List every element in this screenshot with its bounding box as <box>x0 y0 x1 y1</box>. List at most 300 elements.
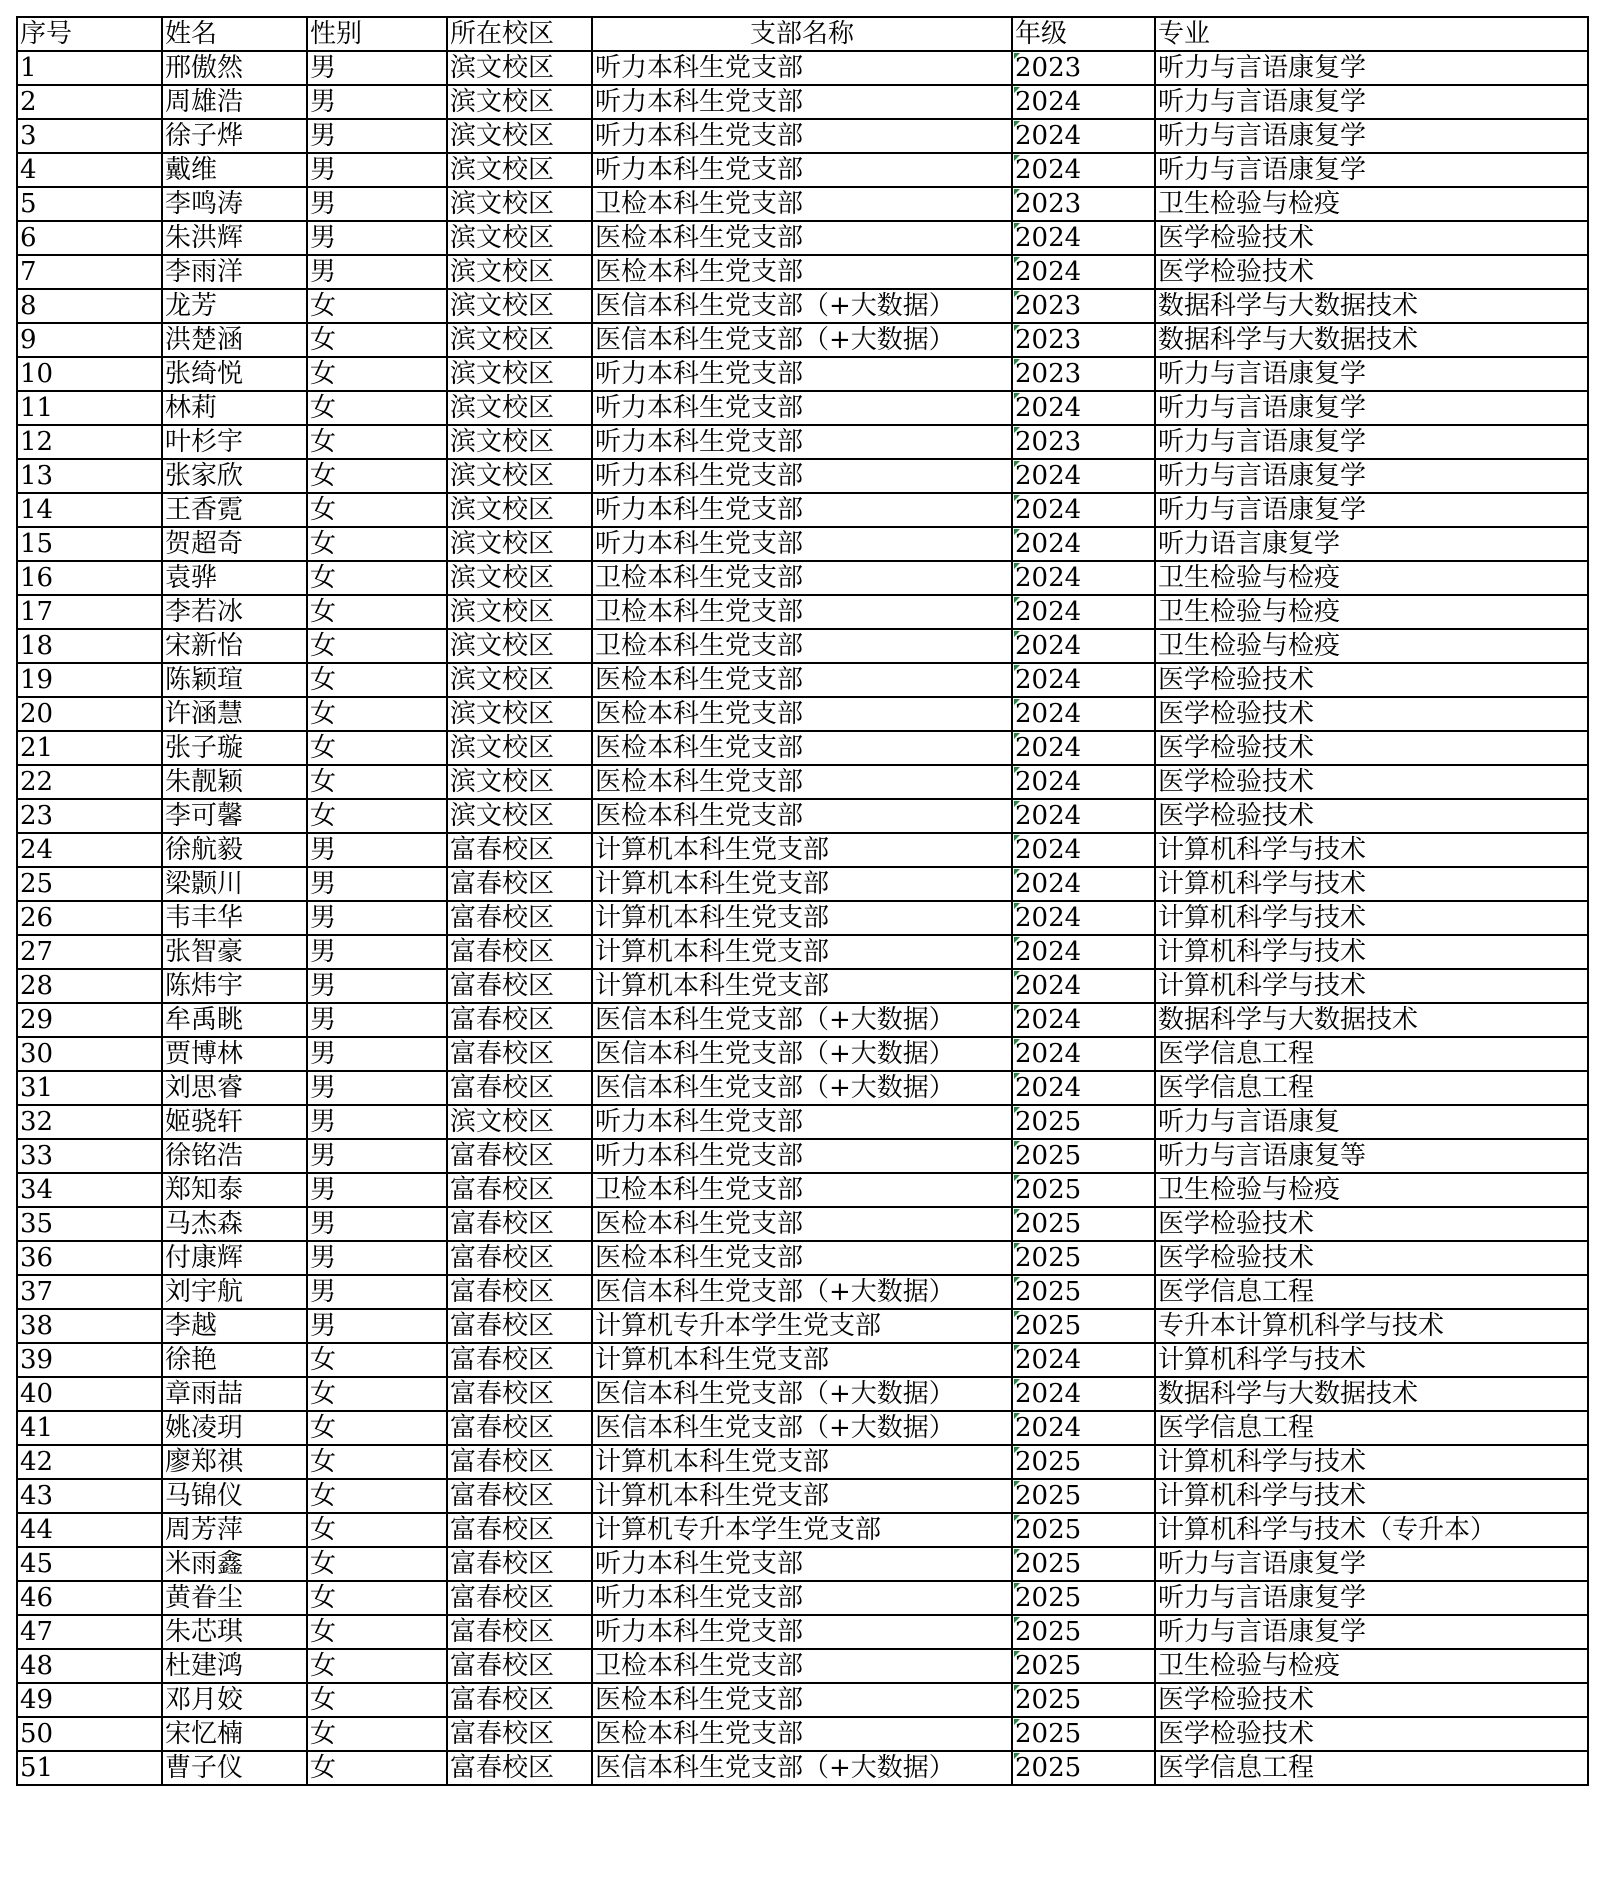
cell-index: 27 <box>17 935 162 969</box>
table-row <box>17 1615 1588 1649</box>
table-row <box>17 527 1588 561</box>
cell-name: 韦丰华 <box>162 901 307 935</box>
cell-campus: 滨文校区 <box>447 663 592 697</box>
cell-index: 37 <box>17 1275 162 1309</box>
table-row <box>17 1105 1588 1139</box>
cell-major: 医学检验技术 <box>1155 697 1588 731</box>
cell-campus: 滨文校区 <box>447 561 592 595</box>
cell-major: 听力与言语康复学 <box>1155 51 1588 85</box>
table-row <box>17 85 1588 119</box>
cell-major: 听力与言语康复学 <box>1155 493 1588 527</box>
cell-index: 39 <box>17 1343 162 1377</box>
cell-grade: 2025 <box>1012 1445 1155 1479</box>
cell-grade: 2023 <box>1012 289 1155 323</box>
cell-major: 医学检验技术 <box>1155 1207 1588 1241</box>
cell-index: 48 <box>17 1649 162 1683</box>
cell-name: 廖郑祺 <box>162 1445 307 1479</box>
cell-index: 11 <box>17 391 162 425</box>
cell-grade: 2023 <box>1012 323 1155 357</box>
cell-name: 张智豪 <box>162 935 307 969</box>
cell-name: 许涵慧 <box>162 697 307 731</box>
cell-index: 21 <box>17 731 162 765</box>
cell-branch: 卫检本科生党支部 <box>592 187 1012 221</box>
cell-name: 姬骁轩 <box>162 1105 307 1139</box>
cell-index: 26 <box>17 901 162 935</box>
cell-campus: 滨文校区 <box>447 255 592 289</box>
cell-major: 计算机科学与技术 <box>1155 969 1588 1003</box>
cell-branch: 听力本科生党支部 <box>592 1615 1012 1649</box>
cell-gender: 男 <box>307 1071 447 1105</box>
cell-branch: 医信本科生党支部（+大数据） <box>592 1003 1012 1037</box>
cell-major: 数据科学与大数据技术 <box>1155 323 1588 357</box>
cell-grade: 2023 <box>1012 51 1155 85</box>
cell-campus: 富春校区 <box>447 901 592 935</box>
cell-campus: 富春校区 <box>447 969 592 1003</box>
cell-gender: 女 <box>307 1683 447 1717</box>
cell-gender: 男 <box>307 1241 447 1275</box>
table-row <box>17 425 1588 459</box>
table-row <box>17 1581 1588 1615</box>
cell-campus: 滨文校区 <box>447 629 592 663</box>
table-row <box>17 935 1588 969</box>
cell-index: 3 <box>17 119 162 153</box>
cell-major: 医学信息工程 <box>1155 1751 1588 1785</box>
cell-gender: 女 <box>307 1649 447 1683</box>
cell-grade: 2025 <box>1012 1547 1155 1581</box>
cell-campus: 滨文校区 <box>447 153 592 187</box>
cell-major: 计算机科学与技术 <box>1155 901 1588 935</box>
cell-branch: 医检本科生党支部 <box>592 1241 1012 1275</box>
cell-branch: 计算机本科生党支部 <box>592 1445 1012 1479</box>
cell-grade: 2024 <box>1012 1377 1155 1411</box>
table-row <box>17 1343 1588 1377</box>
cell-branch: 医检本科生党支部 <box>592 221 1012 255</box>
cell-branch: 医信本科生党支部（+大数据） <box>592 1411 1012 1445</box>
cell-gender: 女 <box>307 765 447 799</box>
cell-index: 12 <box>17 425 162 459</box>
cell-campus: 滨文校区 <box>447 187 592 221</box>
cell-branch: 卫检本科生党支部 <box>592 595 1012 629</box>
cell-grade: 2024 <box>1012 935 1155 969</box>
cell-campus: 富春校区 <box>447 1173 592 1207</box>
cell-index: 45 <box>17 1547 162 1581</box>
cell-campus: 富春校区 <box>447 833 592 867</box>
cell-campus: 富春校区 <box>447 1207 592 1241</box>
cell-name: 郑知泰 <box>162 1173 307 1207</box>
cell-branch: 医检本科生党支部 <box>592 1717 1012 1751</box>
cell-gender: 男 <box>307 1275 447 1309</box>
cell-index: 42 <box>17 1445 162 1479</box>
cell-major: 医学信息工程 <box>1155 1071 1588 1105</box>
cell-branch: 听力本科生党支部 <box>592 391 1012 425</box>
cell-index: 24 <box>17 833 162 867</box>
cell-name: 张家欣 <box>162 459 307 493</box>
cell-index: 1 <box>17 51 162 85</box>
table-row <box>17 51 1588 85</box>
cell-grade: 2024 <box>1012 629 1155 663</box>
cell-campus: 富春校区 <box>447 1649 592 1683</box>
cell-major: 听力语言康复学 <box>1155 527 1588 561</box>
cell-campus: 滨文校区 <box>447 221 592 255</box>
cell-index: 29 <box>17 1003 162 1037</box>
cell-name: 徐子烨 <box>162 119 307 153</box>
cell-gender: 女 <box>307 459 447 493</box>
table-row <box>17 1275 1588 1309</box>
cell-campus: 富春校区 <box>447 1343 592 1377</box>
cell-index: 31 <box>17 1071 162 1105</box>
cell-index: 51 <box>17 1751 162 1785</box>
cell-campus: 滨文校区 <box>447 799 592 833</box>
cell-branch: 计算机本科生党支部 <box>592 833 1012 867</box>
cell-grade: 2024 <box>1012 391 1155 425</box>
cell-index: 6 <box>17 221 162 255</box>
cell-major: 听力与言语康复学 <box>1155 153 1588 187</box>
cell-branch: 计算机本科生党支部 <box>592 935 1012 969</box>
cell-major: 计算机科学与技术 <box>1155 1479 1588 1513</box>
table-row <box>17 1139 1588 1173</box>
cell-name: 邓月姣 <box>162 1683 307 1717</box>
cell-gender: 男 <box>307 119 447 153</box>
cell-gender: 女 <box>307 357 447 391</box>
cell-branch: 医信本科生党支部（+大数据） <box>592 1275 1012 1309</box>
cell-major: 计算机科学与技术（专升本） <box>1155 1513 1588 1547</box>
cell-name: 李若冰 <box>162 595 307 629</box>
cell-grade: 2024 <box>1012 459 1155 493</box>
cell-grade: 2025 <box>1012 1683 1155 1717</box>
cell-gender: 男 <box>307 1003 447 1037</box>
cell-index: 33 <box>17 1139 162 1173</box>
header-gender: 性别 <box>307 17 447 51</box>
cell-name: 李可馨 <box>162 799 307 833</box>
cell-campus: 滨文校区 <box>447 391 592 425</box>
cell-campus: 富春校区 <box>447 1139 592 1173</box>
cell-campus: 富春校区 <box>447 1377 592 1411</box>
cell-gender: 女 <box>307 1445 447 1479</box>
cell-branch: 医检本科生党支部 <box>592 1683 1012 1717</box>
table-row <box>17 765 1588 799</box>
cell-major: 听力与言语康复学 <box>1155 1581 1588 1615</box>
cell-index: 17 <box>17 595 162 629</box>
cell-major: 听力与言语康复学 <box>1155 119 1588 153</box>
cell-campus: 富春校区 <box>447 867 592 901</box>
cell-branch: 听力本科生党支部 <box>592 1105 1012 1139</box>
table-body <box>17 51 1588 1785</box>
cell-campus: 富春校区 <box>447 1751 592 1785</box>
cell-index: 44 <box>17 1513 162 1547</box>
table-row <box>17 1241 1588 1275</box>
table-row <box>17 629 1588 663</box>
cell-name: 徐航毅 <box>162 833 307 867</box>
cell-campus: 富春校区 <box>447 1309 592 1343</box>
cell-gender: 男 <box>307 1037 447 1071</box>
cell-gender: 男 <box>307 1139 447 1173</box>
cell-index: 46 <box>17 1581 162 1615</box>
cell-gender: 女 <box>307 323 447 357</box>
cell-grade: 2024 <box>1012 799 1155 833</box>
cell-grade: 2025 <box>1012 1139 1155 1173</box>
cell-branch: 卫检本科生党支部 <box>592 1649 1012 1683</box>
cell-grade: 2024 <box>1012 493 1155 527</box>
table-row <box>17 1547 1588 1581</box>
cell-branch: 计算机本科生党支部 <box>592 1479 1012 1513</box>
cell-major: 医学检验技术 <box>1155 221 1588 255</box>
cell-gender: 男 <box>307 51 447 85</box>
cell-grade: 2025 <box>1012 1309 1155 1343</box>
cell-grade: 2024 <box>1012 1037 1155 1071</box>
cell-name: 张子璇 <box>162 731 307 765</box>
cell-gender: 女 <box>307 1717 447 1751</box>
cell-index: 15 <box>17 527 162 561</box>
cell-branch: 医信本科生党支部（+大数据） <box>592 1037 1012 1071</box>
header-major: 专业 <box>1155 17 1588 51</box>
table-row <box>17 1207 1588 1241</box>
cell-index: 30 <box>17 1037 162 1071</box>
cell-name: 付康辉 <box>162 1241 307 1275</box>
cell-branch: 医检本科生党支部 <box>592 1207 1012 1241</box>
cell-gender: 女 <box>307 1751 447 1785</box>
table-row <box>17 1751 1588 1785</box>
cell-major: 医学检验技术 <box>1155 1717 1588 1751</box>
cell-major: 听力与言语康复学 <box>1155 357 1588 391</box>
cell-campus: 富春校区 <box>447 1479 592 1513</box>
cell-gender: 男 <box>307 85 447 119</box>
cell-index: 10 <box>17 357 162 391</box>
cell-campus: 滨文校区 <box>447 731 592 765</box>
table-row <box>17 323 1588 357</box>
table-row <box>17 289 1588 323</box>
cell-name: 朱芯琪 <box>162 1615 307 1649</box>
cell-index: 14 <box>17 493 162 527</box>
cell-major: 医学信息工程 <box>1155 1275 1588 1309</box>
cell-grade: 2025 <box>1012 1275 1155 1309</box>
table-row <box>17 833 1588 867</box>
cell-name: 李鸣涛 <box>162 187 307 221</box>
cell-major: 听力与言语康复学 <box>1155 85 1588 119</box>
header-row <box>17 17 1588 51</box>
cell-major: 听力与言语康复学 <box>1155 459 1588 493</box>
cell-grade: 2024 <box>1012 1003 1155 1037</box>
header-name: 姓名 <box>162 17 307 51</box>
cell-branch: 听力本科生党支部 <box>592 357 1012 391</box>
cell-grade: 2024 <box>1012 901 1155 935</box>
table-row <box>17 1683 1588 1717</box>
table-row <box>17 1717 1588 1751</box>
cell-index: 25 <box>17 867 162 901</box>
cell-grade: 2024 <box>1012 969 1155 1003</box>
cell-branch: 计算机专升本学生党支部 <box>592 1513 1012 1547</box>
cell-index: 47 <box>17 1615 162 1649</box>
cell-branch: 卫检本科生党支部 <box>592 561 1012 595</box>
cell-gender: 男 <box>307 221 447 255</box>
cell-gender: 男 <box>307 969 447 1003</box>
cell-major: 卫生检验与检疫 <box>1155 595 1588 629</box>
cell-branch: 计算机本科生党支部 <box>592 1343 1012 1377</box>
table-row <box>17 969 1588 1003</box>
cell-gender: 男 <box>307 153 447 187</box>
cell-branch: 听力本科生党支部 <box>592 1581 1012 1615</box>
cell-branch: 计算机本科生党支部 <box>592 867 1012 901</box>
cell-gender: 女 <box>307 731 447 765</box>
cell-index: 19 <box>17 663 162 697</box>
cell-campus: 富春校区 <box>447 1683 592 1717</box>
table-row <box>17 391 1588 425</box>
cell-index: 18 <box>17 629 162 663</box>
table-row <box>17 1411 1588 1445</box>
cell-name: 马锦仪 <box>162 1479 307 1513</box>
cell-campus: 滨文校区 <box>447 51 592 85</box>
cell-gender: 男 <box>307 901 447 935</box>
cell-campus: 滨文校区 <box>447 595 592 629</box>
table-row <box>17 1173 1588 1207</box>
cell-branch: 听力本科生党支部 <box>592 85 1012 119</box>
cell-branch: 医信本科生党支部（+大数据） <box>592 1751 1012 1785</box>
cell-index: 20 <box>17 697 162 731</box>
cell-campus: 滨文校区 <box>447 425 592 459</box>
cell-name: 杜建鸿 <box>162 1649 307 1683</box>
cell-name: 米雨鑫 <box>162 1547 307 1581</box>
cell-name: 林莉 <box>162 391 307 425</box>
cell-campus: 富春校区 <box>447 1445 592 1479</box>
table-row <box>17 799 1588 833</box>
cell-campus: 滨文校区 <box>447 289 592 323</box>
cell-branch: 听力本科生党支部 <box>592 51 1012 85</box>
cell-major: 医学信息工程 <box>1155 1037 1588 1071</box>
cell-name: 曹子仪 <box>162 1751 307 1785</box>
cell-grade: 2024 <box>1012 527 1155 561</box>
cell-campus: 富春校区 <box>447 1513 592 1547</box>
cell-major: 听力与言语康复学 <box>1155 1615 1588 1649</box>
table-row <box>17 1445 1588 1479</box>
cell-index: 22 <box>17 765 162 799</box>
table-row <box>17 357 1588 391</box>
cell-branch: 听力本科生党支部 <box>592 119 1012 153</box>
cell-grade: 2024 <box>1012 663 1155 697</box>
cell-gender: 女 <box>307 1343 447 1377</box>
cell-gender: 女 <box>307 697 447 731</box>
cell-index: 43 <box>17 1479 162 1513</box>
cell-gender: 女 <box>307 1411 447 1445</box>
cell-branch: 计算机专升本学生党支部 <box>592 1309 1012 1343</box>
cell-gender: 女 <box>307 1377 447 1411</box>
table-row <box>17 459 1588 493</box>
cell-name: 刘宇航 <box>162 1275 307 1309</box>
cell-branch: 听力本科生党支部 <box>592 1139 1012 1173</box>
cell-campus: 富春校区 <box>447 1241 592 1275</box>
cell-branch: 听力本科生党支部 <box>592 1547 1012 1581</box>
table-row <box>17 1513 1588 1547</box>
cell-grade: 2023 <box>1012 187 1155 221</box>
cell-name: 袁骅 <box>162 561 307 595</box>
cell-index: 4 <box>17 153 162 187</box>
cell-name: 宋忆楠 <box>162 1717 307 1751</box>
table-row <box>17 1479 1588 1513</box>
cell-gender: 女 <box>307 1479 447 1513</box>
cell-index: 9 <box>17 323 162 357</box>
cell-gender: 女 <box>307 493 447 527</box>
table-row <box>17 221 1588 255</box>
cell-branch: 医信本科生党支部（+大数据） <box>592 289 1012 323</box>
cell-index: 40 <box>17 1377 162 1411</box>
cell-campus: 滨文校区 <box>447 459 592 493</box>
table-row <box>17 187 1588 221</box>
table-row <box>17 1309 1588 1343</box>
cell-campus: 富春校区 <box>447 1071 592 1105</box>
cell-major: 医学检验技术 <box>1155 1683 1588 1717</box>
cell-grade: 2024 <box>1012 1071 1155 1105</box>
cell-index: 2 <box>17 85 162 119</box>
cell-grade: 2024 <box>1012 255 1155 289</box>
cell-name: 朱靓颖 <box>162 765 307 799</box>
cell-branch: 医信本科生党支部（+大数据） <box>592 1377 1012 1411</box>
cell-campus: 滨文校区 <box>447 323 592 357</box>
cell-major: 医学检验技术 <box>1155 663 1588 697</box>
table-row <box>17 493 1588 527</box>
cell-branch: 听力本科生党支部 <box>592 527 1012 561</box>
cell-campus: 富春校区 <box>447 1275 592 1309</box>
cell-major: 医学检验技术 <box>1155 731 1588 765</box>
cell-grade: 2023 <box>1012 357 1155 391</box>
cell-index: 49 <box>17 1683 162 1717</box>
cell-gender: 男 <box>307 867 447 901</box>
cell-grade: 2024 <box>1012 595 1155 629</box>
cell-campus: 滨文校区 <box>447 119 592 153</box>
table-row <box>17 1003 1588 1037</box>
cell-gender: 男 <box>307 1309 447 1343</box>
cell-name: 章雨喆 <box>162 1377 307 1411</box>
cell-major: 计算机科学与技术 <box>1155 867 1588 901</box>
cell-campus: 富春校区 <box>447 1717 592 1751</box>
cell-name: 牟禹眺 <box>162 1003 307 1037</box>
cell-campus: 滨文校区 <box>447 765 592 799</box>
cell-name: 邢傲然 <box>162 51 307 85</box>
cell-campus: 滨文校区 <box>447 697 592 731</box>
cell-gender: 女 <box>307 391 447 425</box>
cell-major: 听力与言语康复学 <box>1155 1547 1588 1581</box>
cell-branch: 卫检本科生党支部 <box>592 1173 1012 1207</box>
cell-name: 贾博林 <box>162 1037 307 1071</box>
cell-index: 13 <box>17 459 162 493</box>
table-row <box>17 561 1588 595</box>
cell-major: 医学信息工程 <box>1155 1411 1588 1445</box>
cell-major: 卫生检验与检疫 <box>1155 629 1588 663</box>
cell-index: 5 <box>17 187 162 221</box>
cell-branch: 计算机本科生党支部 <box>592 901 1012 935</box>
table-row <box>17 1649 1588 1683</box>
cell-gender: 男 <box>307 255 447 289</box>
cell-grade: 2024 <box>1012 833 1155 867</box>
cell-major: 计算机科学与技术 <box>1155 935 1588 969</box>
cell-branch: 计算机本科生党支部 <box>592 969 1012 1003</box>
cell-major: 数据科学与大数据技术 <box>1155 1377 1588 1411</box>
cell-grade: 2025 <box>1012 1513 1155 1547</box>
cell-name: 李雨洋 <box>162 255 307 289</box>
cell-campus: 滨文校区 <box>447 85 592 119</box>
cell-gender: 女 <box>307 527 447 561</box>
cell-gender: 女 <box>307 663 447 697</box>
cell-name: 叶杉宇 <box>162 425 307 459</box>
cell-gender: 男 <box>307 1207 447 1241</box>
table-row <box>17 595 1588 629</box>
cell-name: 龙芳 <box>162 289 307 323</box>
header-campus: 所在校区 <box>447 17 592 51</box>
cell-gender: 女 <box>307 289 447 323</box>
cell-gender: 男 <box>307 833 447 867</box>
cell-branch: 医信本科生党支部（+大数据） <box>592 1071 1012 1105</box>
cell-major: 听力与言语康复学 <box>1155 425 1588 459</box>
cell-grade: 2024 <box>1012 697 1155 731</box>
cell-grade: 2025 <box>1012 1751 1155 1785</box>
cell-major: 听力与言语康复等 <box>1155 1139 1588 1173</box>
